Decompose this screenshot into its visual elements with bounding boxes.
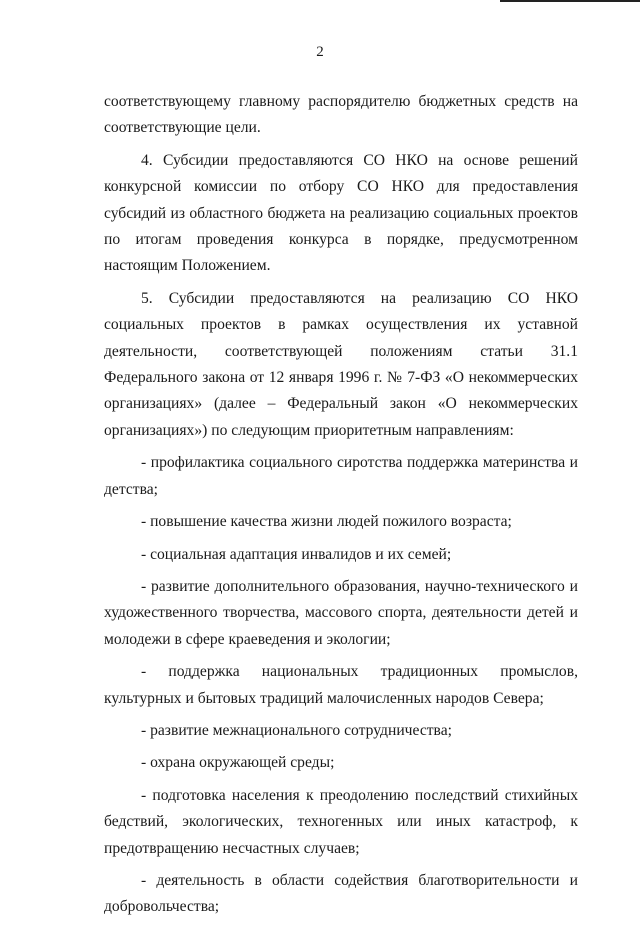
document-body: [104, 89, 578, 927]
list-item: - поддержка национальных традиционных промыслов, культурных и бытовых традиций малочисленных народов Севера;: [104, 663, 578, 707]
page-number: 2: [316, 44, 324, 60]
list-item: - деятельность в области содействия благотворительности и добровольчества;: [104, 871, 578, 916]
list-item: - профилактика социального сиротства поддержка материнства и детства;: [104, 454, 578, 498]
list-item: - охрана окружающей среды;: [141, 754, 335, 772]
list-item: - развитие межнационального сотрудничества;: [141, 721, 452, 739]
list-item: - подготовка населения к преодолению последствий стихийных бедствий, экологических, техногенных или иных катастроф, к предотвращению несчастных случаев;: [104, 786, 578, 857]
list-item: - повышение качества жизни людей пожилого возраста;: [141, 513, 512, 531]
list-item: - развитие дополнительного образования, научно-технического и художественного творчества, массового спорта, деятельности детей и молодежи в сфере краеведения и экологии;: [104, 577, 578, 648]
top-border-line: [500, 0, 640, 2]
paragraph-item-5: 5. Субсидии предоставляются на реализацию СО НКО социальных проектов в рамках осуществления их уставной деятельности, соответствующей положениям статьи 31.1 Федерального закона от 12 января 1996 г. № 7-ФЗ «О некоммерческих организациях» (далее – Федеральный закон «О некоммерческих организациях») по следующим приоритетным направлениям:: [104, 289, 578, 439]
paragraph-continuation: соответствующему главному распорядителю бюджетных средств на соответствующие цели.: [104, 93, 578, 137]
paragraph-item-4: 4. Субсидии предоставляются СО НКО на основе решений конкурсной комиссии по отбору СО НКО для предоставления субсидий из областного бюджета на реализацию социальных проектов по итогам проведения конкурса в порядке, предусмотренном настоящим Положением.: [104, 151, 578, 275]
list-item: - социальная адаптация инвалидов и их семей;: [141, 545, 452, 563]
